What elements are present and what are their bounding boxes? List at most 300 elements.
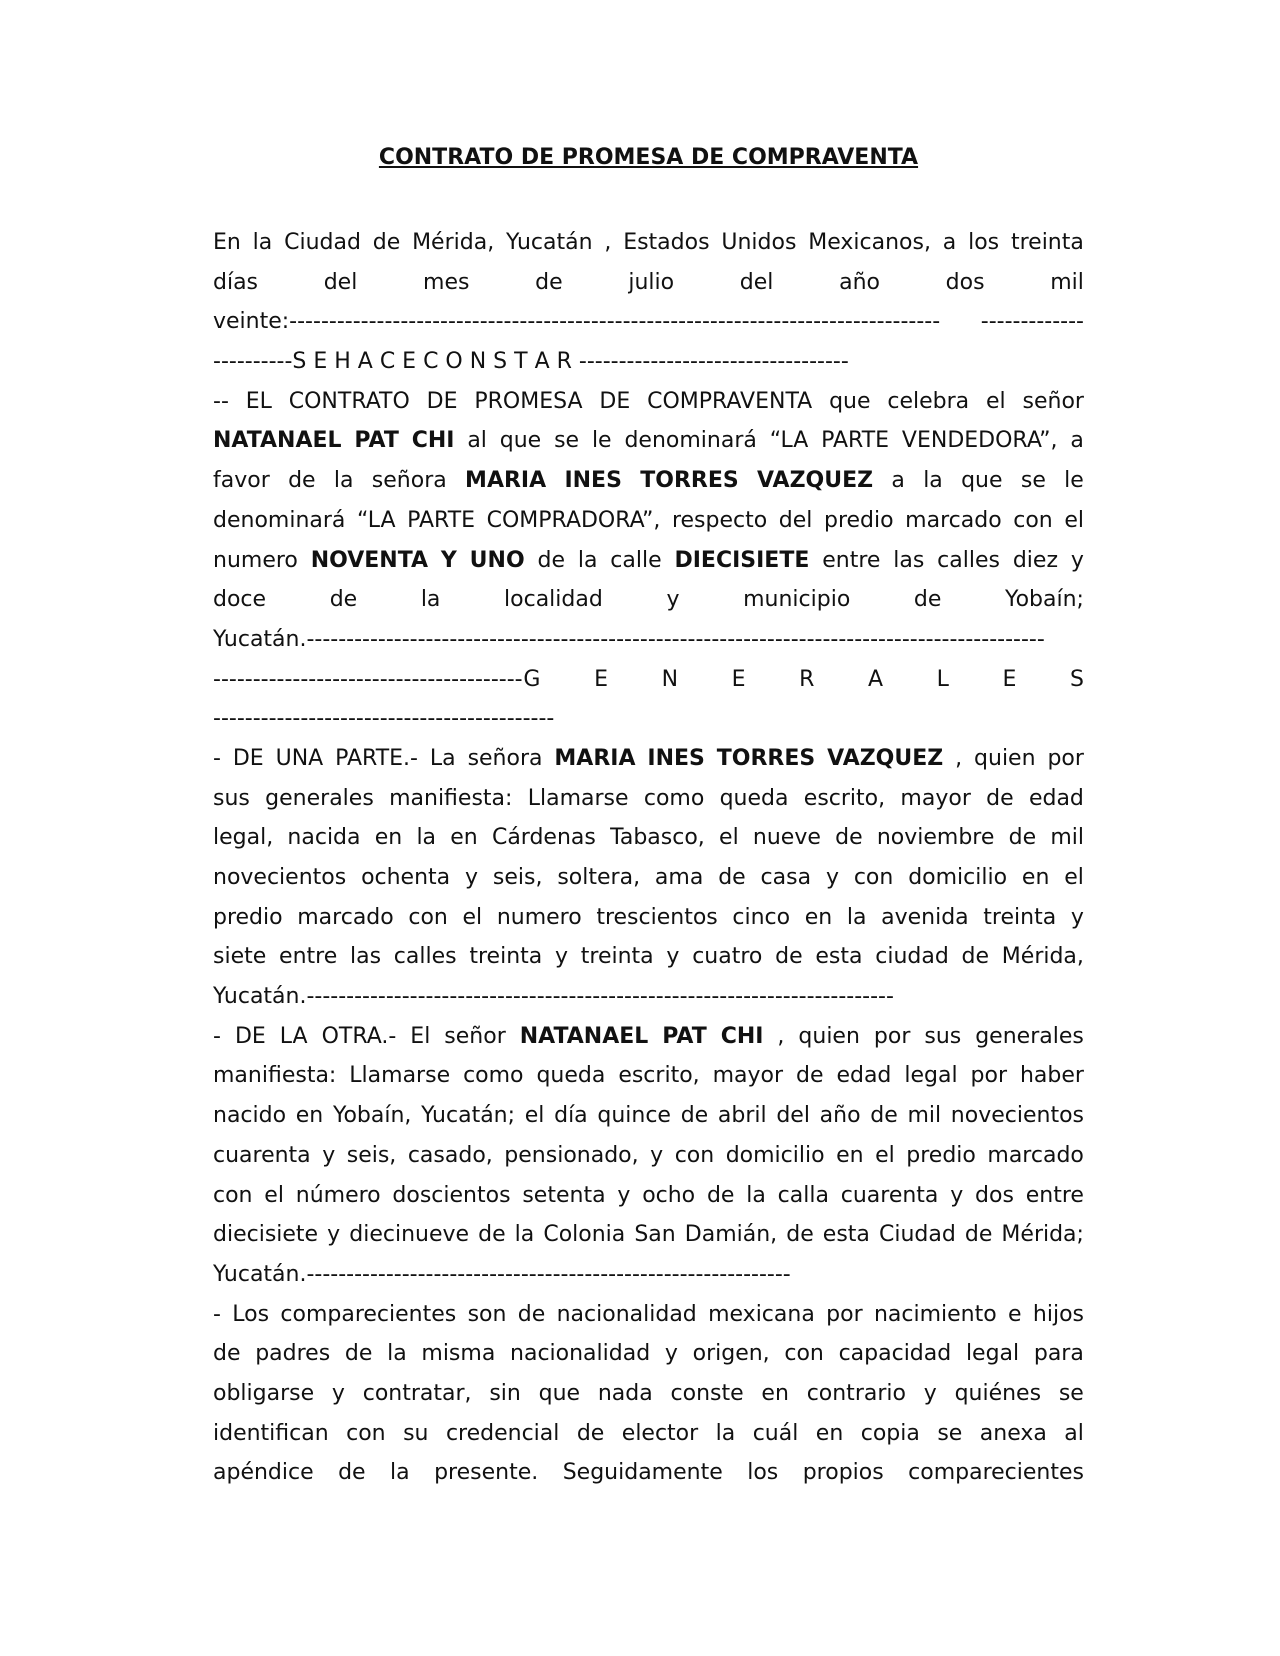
word: - <box>213 1301 221 1327</box>
word: Mérida; <box>1001 1222 1084 1248</box>
word: propios <box>802 1460 884 1486</box>
word: Los <box>232 1301 270 1327</box>
bold-word: NATANAEL <box>519 1023 649 1049</box>
word: esta <box>822 1222 870 1248</box>
word: como <box>643 785 705 811</box>
word: contratar, <box>362 1380 472 1406</box>
word: en <box>295 1103 324 1129</box>
word: de <box>517 1301 546 1327</box>
word: el <box>719 825 739 851</box>
word: comparecientes <box>280 1301 457 1327</box>
word: edad <box>836 1063 892 1089</box>
word: se <box>1020 468 1046 494</box>
word: mes <box>423 269 470 295</box>
word: doscientos <box>392 1182 511 1208</box>
word: El <box>410 1023 431 1049</box>
word: - <box>213 745 221 771</box>
bold-word: CHI <box>720 1023 764 1049</box>
word: respecto <box>671 507 768 533</box>
word: municipio <box>743 587 851 613</box>
word: con <box>408 904 448 930</box>
word: PARTE.- <box>335 745 418 771</box>
word: contrario <box>806 1380 906 1406</box>
word: año <box>839 269 880 295</box>
word: de <box>344 1341 373 1367</box>
word: se <box>554 428 580 454</box>
word: de <box>718 865 746 890</box>
bold-word: INES <box>564 468 622 494</box>
word: por <box>826 1301 863 1327</box>
word: manifiesta: <box>213 1063 337 1089</box>
word: de <box>1008 825 1037 851</box>
word: PARTE <box>821 428 890 454</box>
word: , <box>955 745 963 771</box>
text-line-10 <box>213 580 1084 620</box>
text-line-21 <box>213 1017 1084 1057</box>
bold-word: VAZQUEZ <box>757 468 874 494</box>
word: el <box>462 904 483 930</box>
word: dos <box>945 269 985 295</box>
bold-word: MARIA <box>554 745 636 771</box>
word: para <box>1033 1341 1084 1367</box>
word: la <box>387 1341 407 1367</box>
word: la <box>715 1420 736 1446</box>
word: Estados <box>623 230 710 255</box>
word: y <box>664 1341 678 1367</box>
text-line-3-part-a: veinte:---------------------------------------------------------------------------------- <box>213 309 941 335</box>
bold-word: VAZQUEZ <box>827 745 944 771</box>
text-line-1 <box>213 223 1084 263</box>
word: la <box>923 468 943 494</box>
text-line-25 <box>213 1176 1084 1216</box>
word: de <box>213 1341 241 1367</box>
word: denominará <box>624 428 757 454</box>
word: nacimiento <box>873 1301 997 1327</box>
word: diez <box>1012 547 1058 573</box>
word: nacionalidad <box>556 1301 697 1327</box>
word: PARTE <box>407 507 476 533</box>
bold-word: CHI <box>411 428 455 454</box>
bold-word: TORRES <box>716 745 816 771</box>
word: novecientos <box>950 1103 1084 1129</box>
word: la <box>514 1222 535 1248</box>
word: haber <box>1019 1063 1084 1089</box>
bold-word: PAT <box>354 428 399 454</box>
word: “LA <box>356 507 396 533</box>
word: en <box>374 825 403 851</box>
word: En <box>213 230 241 255</box>
word: capacidad <box>838 1341 952 1367</box>
word: numero <box>496 904 582 930</box>
word: Yobaín, <box>332 1103 412 1129</box>
word: VENDEDORA”, <box>901 428 1058 454</box>
word: la <box>746 1182 766 1208</box>
word: días <box>213 269 259 295</box>
bold-word: Y <box>440 547 457 573</box>
word: y <box>1070 904 1084 930</box>
word: y <box>331 1380 345 1406</box>
word: día <box>554 1103 588 1129</box>
word: de <box>288 468 316 494</box>
word: novecientos <box>213 865 347 890</box>
word: y <box>950 1182 964 1208</box>
word: legal, <box>213 825 274 851</box>
word: de <box>372 230 401 255</box>
word: con <box>674 1142 715 1168</box>
word: Mérida, <box>1001 944 1084 970</box>
word: la <box>333 468 354 494</box>
word: el <box>1064 865 1084 890</box>
word: mayor <box>712 1063 784 1089</box>
word: número <box>295 1182 381 1208</box>
word: de <box>964 1222 993 1248</box>
text-line-23 <box>213 1096 1084 1136</box>
text-line-13: ------------------------------------------- <box>213 706 555 732</box>
text-line-31 <box>213 1414 1084 1454</box>
word: domicilio <box>908 865 1008 890</box>
word: con <box>213 1182 253 1208</box>
word: entre <box>822 547 881 573</box>
word: - <box>213 1023 221 1049</box>
word: calle <box>610 547 662 573</box>
word: de <box>680 1103 709 1129</box>
word: de <box>986 785 1014 811</box>
word: LA <box>279 1023 308 1049</box>
word: de <box>870 1103 898 1129</box>
word: ocho <box>642 1182 696 1208</box>
word: quiénes <box>954 1380 1042 1406</box>
word: setenta <box>522 1182 606 1208</box>
word: quien <box>974 745 1036 771</box>
text-line-22 <box>213 1056 1084 1096</box>
word: COMPRAVENTA <box>647 388 813 414</box>
word: de <box>835 825 863 851</box>
word: y <box>666 944 680 970</box>
word: en <box>1021 865 1050 890</box>
word: en <box>450 825 478 851</box>
word: en <box>761 1380 789 1406</box>
generales-heading <box>213 660 1084 700</box>
word: el <box>875 1142 895 1168</box>
text-line-17 <box>213 858 1084 898</box>
word: obligarse <box>213 1380 315 1406</box>
word: DE <box>234 1023 266 1049</box>
word: treinta <box>580 944 654 970</box>
bold-word: NATANAEL <box>213 428 342 454</box>
word: la <box>416 825 437 851</box>
word: S <box>1070 666 1084 692</box>
word: credencial <box>445 1420 560 1446</box>
word: , <box>777 1023 785 1049</box>
word: los <box>747 1460 779 1486</box>
word: se <box>1058 1380 1084 1406</box>
word: la <box>420 587 441 613</box>
word: origen, <box>692 1341 770 1367</box>
constancy-heading: ----------S E H A C E C O N S T A R ---------------------------------- <box>213 349 849 375</box>
word: San <box>634 1222 676 1248</box>
word: A <box>868 666 884 692</box>
word: y <box>327 1222 341 1248</box>
word: por <box>970 1063 1008 1089</box>
word: de <box>706 1182 735 1208</box>
word: marcado <box>905 507 1002 533</box>
text-line-14 <box>213 739 1084 779</box>
word: DE <box>599 388 631 414</box>
word: localidad <box>504 587 603 613</box>
word: marcado <box>987 1142 1084 1168</box>
word: generales <box>265 785 374 811</box>
word: mil <box>907 1103 942 1129</box>
word: domicilio <box>725 1142 825 1168</box>
word: L <box>936 666 949 692</box>
word: el <box>524 1103 545 1129</box>
word: escrito, <box>618 1063 700 1089</box>
word: son <box>467 1301 507 1327</box>
text-line-27: Yucatán.------------------------------------------------------------- <box>213 1261 791 1287</box>
word: al <box>1064 1420 1084 1446</box>
word: siete <box>213 944 267 970</box>
word: legal <box>904 1063 958 1089</box>
word: del <box>776 1103 810 1129</box>
word: nueve <box>752 825 821 851</box>
word: Llamarse <box>527 785 629 811</box>
word: trescientos <box>596 904 718 930</box>
word: sus <box>213 785 250 811</box>
word: mayor <box>900 785 971 811</box>
word: y <box>666 587 680 613</box>
bold-word: NOVENTA <box>310 547 429 573</box>
word: misma <box>421 1341 496 1367</box>
word: predio <box>213 904 283 930</box>
word: esta <box>815 944 863 970</box>
word: de <box>786 1222 814 1248</box>
word: DE <box>426 388 458 414</box>
word: Mérida, <box>412 230 495 255</box>
word: pensionado, <box>504 1142 639 1168</box>
word: por <box>1047 745 1084 771</box>
word: y <box>617 1182 631 1208</box>
word: DE <box>232 745 264 771</box>
word: con <box>784 1341 824 1367</box>
word: entre <box>279 944 338 970</box>
word: COMPRADORA”, <box>486 507 661 533</box>
word: CONTRATO <box>288 388 410 414</box>
word: E <box>1002 666 1017 692</box>
text-line-2 <box>213 263 1084 303</box>
word: Ciudad <box>284 230 361 255</box>
word: apéndice <box>213 1460 314 1486</box>
word: mexicana <box>708 1301 815 1327</box>
word: del <box>778 507 813 533</box>
word: entre <box>1025 1182 1084 1208</box>
text-line-20: Yucatán.-------------------------------------------------------------------------- <box>213 984 894 1010</box>
word: treinta <box>469 944 543 970</box>
word: se <box>937 1420 963 1446</box>
word: identifican <box>213 1420 329 1446</box>
text-line-19 <box>213 937 1084 977</box>
word: a <box>942 230 957 255</box>
word: de <box>796 1063 824 1089</box>
document-body <box>213 223 1084 1493</box>
word: Yucatán; <box>421 1103 516 1129</box>
word: denominará <box>213 507 346 533</box>
word: anexa <box>979 1420 1047 1446</box>
word: a <box>1070 428 1084 454</box>
word: como <box>463 1063 524 1089</box>
word: cuarenta <box>213 1142 311 1168</box>
word: en <box>815 1420 844 1446</box>
word: de <box>913 587 942 613</box>
text-line-5 <box>213 382 1084 422</box>
word: julio <box>628 269 675 295</box>
word: y <box>322 1142 336 1168</box>
word: con <box>853 865 894 890</box>
word: La <box>429 745 456 771</box>
word: treinta <box>1010 230 1084 255</box>
word: casado, <box>407 1142 493 1168</box>
word: el <box>1064 507 1084 533</box>
word: quien <box>798 1023 860 1049</box>
word: con <box>1013 507 1053 533</box>
word: de <box>329 587 358 613</box>
word: señora <box>467 745 543 771</box>
text-line-7 <box>213 461 1084 501</box>
word: nacida <box>287 825 361 851</box>
word: la <box>577 547 598 573</box>
word: Cárdenas <box>491 825 596 851</box>
word: quince <box>597 1103 671 1129</box>
word: al <box>467 428 487 454</box>
word: y <box>825 865 839 890</box>
word: Tabasco, <box>610 825 705 851</box>
word: de <box>338 1460 366 1486</box>
word: la <box>252 230 273 255</box>
word: -- <box>213 388 229 414</box>
word: , <box>604 230 612 255</box>
word: de <box>535 269 563 295</box>
word: sus <box>924 1023 962 1049</box>
word: cuál <box>752 1420 799 1446</box>
word: las <box>349 944 382 970</box>
word: presente. <box>434 1460 539 1486</box>
word: y <box>1070 547 1084 573</box>
word: año <box>819 1103 861 1129</box>
word: con <box>346 1420 386 1446</box>
text-line-24 <box>213 1136 1084 1176</box>
text-line-26 <box>213 1215 1084 1255</box>
word: numero <box>213 547 298 573</box>
word: que <box>829 388 871 414</box>
word: en <box>836 1142 864 1168</box>
word: de <box>576 1420 605 1446</box>
word: los <box>968 230 1000 255</box>
text-line-29 <box>213 1334 1084 1374</box>
text-line-3 <box>213 302 1084 342</box>
word: señora <box>371 468 447 494</box>
word: la <box>390 1460 410 1486</box>
word: mil <box>1050 825 1084 851</box>
bold-word: MARIA <box>465 468 547 494</box>
word: EL <box>245 388 272 414</box>
word: y <box>465 865 479 890</box>
word: N <box>661 666 679 692</box>
word: R <box>799 666 815 692</box>
text-line-28 <box>213 1295 1084 1335</box>
word: favor <box>213 468 270 494</box>
word: cuatro <box>692 944 763 970</box>
word: copia <box>860 1420 920 1446</box>
text-line-15 <box>213 779 1084 819</box>
word: Colonia <box>543 1222 626 1248</box>
word: padres <box>255 1341 331 1367</box>
word: nacionalidad <box>510 1341 651 1367</box>
word: y <box>555 944 569 970</box>
word: nada <box>597 1380 653 1406</box>
word: avenida <box>881 904 969 930</box>
word: celebra <box>887 388 970 414</box>
word: ciudad <box>875 944 949 970</box>
word: ochenta <box>361 865 451 890</box>
bold-word: DIECISIETE <box>674 547 810 573</box>
word: comparecientes <box>908 1460 1084 1486</box>
word: noviembre <box>876 825 995 851</box>
bold-word: INES <box>647 745 705 771</box>
word: predio <box>906 1142 976 1168</box>
word: treinta <box>983 904 1057 930</box>
text-line-9 <box>213 541 1084 581</box>
word: su <box>403 1420 429 1446</box>
word: señor <box>1022 388 1084 414</box>
word: manifiesta: <box>389 785 513 811</box>
word: abril <box>717 1103 767 1129</box>
word: calles <box>393 944 457 970</box>
word: señor <box>444 1023 506 1049</box>
word: PROMESA <box>474 388 583 414</box>
word: UNA <box>275 745 324 771</box>
word: edad <box>1028 785 1084 811</box>
bold-word: UNO <box>469 547 525 573</box>
word: a <box>891 468 905 494</box>
word: Seguidamente <box>562 1460 723 1486</box>
word: ---------------------------------------G <box>213 666 541 692</box>
word: mil <box>1050 269 1084 295</box>
word: calla <box>777 1182 829 1208</box>
word: de <box>961 944 990 970</box>
text-line-16 <box>213 818 1084 858</box>
word: que <box>961 468 1003 494</box>
word: conste <box>670 1380 744 1406</box>
word: el <box>986 388 1006 414</box>
word: elector <box>621 1420 699 1446</box>
word: predio <box>823 507 894 533</box>
word: hijos <box>1032 1301 1084 1327</box>
word: le <box>591 428 612 454</box>
word: nacido <box>213 1103 287 1129</box>
word: queda <box>719 785 789 811</box>
word: e <box>1008 1301 1022 1327</box>
word: Llamarse <box>349 1063 451 1089</box>
word: E <box>594 666 608 692</box>
text-line-30 <box>213 1374 1084 1414</box>
text-line-3-part-b: ------------- <box>980 309 1084 335</box>
word: E <box>731 666 746 692</box>
word: seis, <box>346 1142 397 1168</box>
word: doce <box>213 587 267 613</box>
word: escrito, <box>803 785 886 811</box>
word: casa <box>760 865 812 890</box>
word: de <box>775 944 803 970</box>
word: OTRA.- <box>321 1023 397 1049</box>
